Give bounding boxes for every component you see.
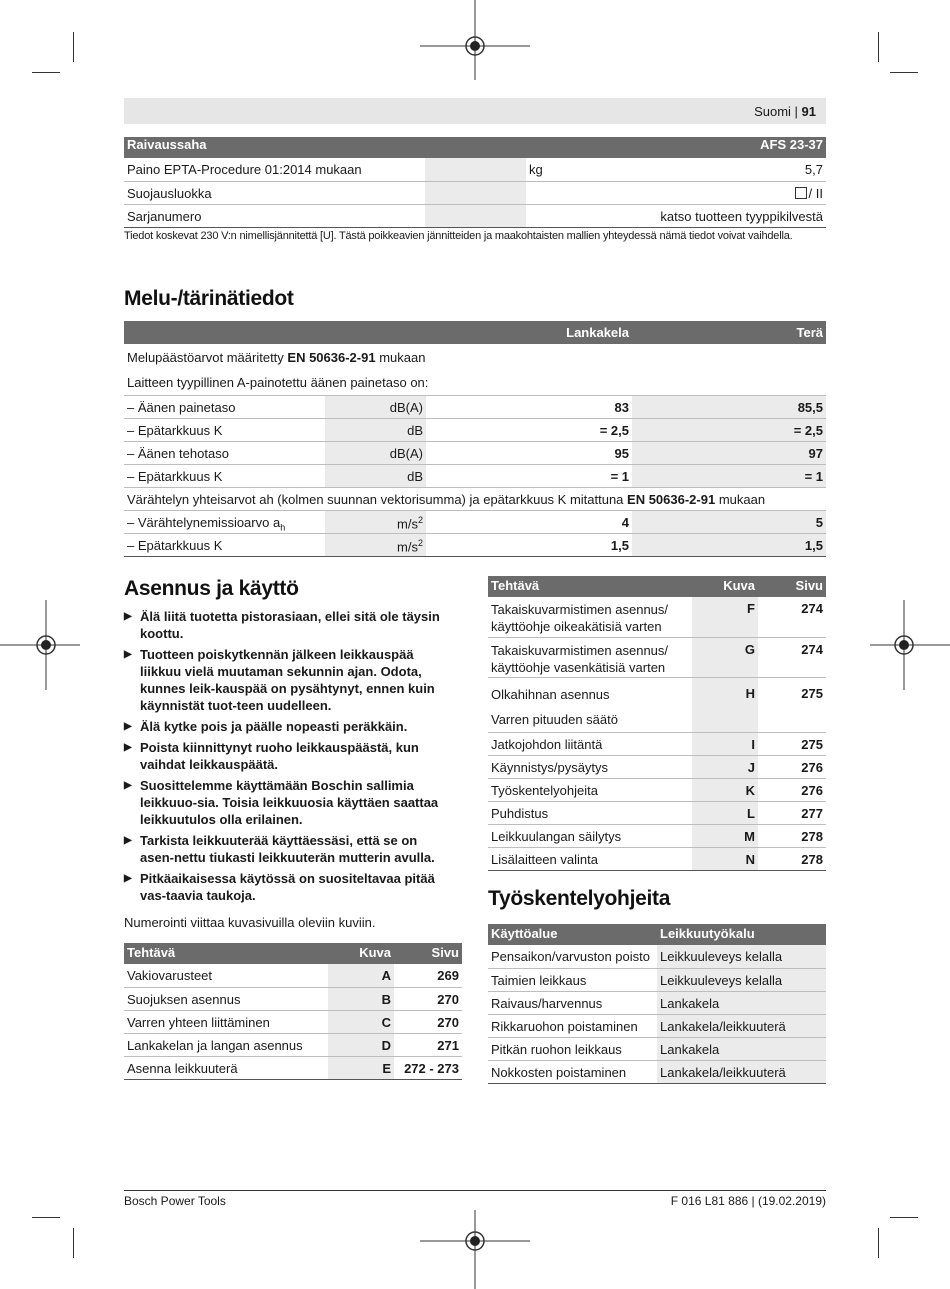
noise-heading: Melu-/tärinätiedot bbox=[124, 287, 294, 310]
task-name: Leikkuulangan säilytys bbox=[488, 824, 692, 847]
page-footer bbox=[124, 1190, 826, 1208]
vibration-value-tera: 5 bbox=[632, 510, 826, 533]
page-ref: 276 bbox=[758, 778, 826, 801]
spec-unit: kg bbox=[526, 158, 627, 181]
spec-value: katso tuotteen tyyppikilvestä bbox=[627, 204, 826, 227]
noise-typical: Laitteen tyypillinen A-painotettu äänen painetaso on: bbox=[124, 369, 826, 395]
task-name: Vakiovarusteet bbox=[124, 964, 328, 987]
registration-mark-icon bbox=[0, 600, 80, 690]
vibration-value-lankakela: 4 bbox=[426, 510, 632, 533]
vibration-unit-text: m/s bbox=[397, 538, 418, 554]
figure-ref: M bbox=[692, 824, 758, 847]
registration-mark-icon bbox=[870, 600, 950, 690]
crop-mark bbox=[32, 72, 60, 73]
crop-mark bbox=[32, 1217, 60, 1218]
spec-value-cell bbox=[627, 181, 826, 204]
safety-bullet: ▶ Älä kytke pois ja päälle nopeasti peräkkäin. bbox=[124, 718, 452, 735]
task-name: Varren yhteen liittäminen bbox=[124, 1010, 328, 1033]
work-tool: Lankakela bbox=[657, 1037, 826, 1060]
page-header bbox=[124, 98, 826, 124]
work-area: Raivaus/harvennus bbox=[488, 991, 657, 1014]
numbering-note: Numerointi viittaa kuvasivuilla oleviin kuviin. bbox=[124, 915, 376, 930]
page-ref: 270 bbox=[394, 987, 462, 1010]
task-name: Puhdistus bbox=[488, 801, 692, 824]
work-area: Pensaikon/varvuston poisto bbox=[488, 945, 657, 968]
col-figure: Kuva bbox=[692, 576, 758, 597]
col-area: Käyttöalue bbox=[488, 924, 657, 945]
col-figure: Kuva bbox=[328, 943, 394, 964]
noise-label: – Äänen tehotaso bbox=[124, 441, 325, 464]
vibration-intro-suffix: mukaan bbox=[715, 491, 766, 507]
task-name: Jatkojohdon liitäntä bbox=[488, 732, 692, 755]
work-area: Taimien leikkaus bbox=[488, 968, 657, 991]
noise-unit: dB(A) bbox=[325, 395, 426, 418]
spec-model: AFS 23-37 bbox=[627, 137, 826, 158]
noise-col-lankakela: Lankakela bbox=[426, 321, 632, 344]
task-name: Käynnistys/pysäytys bbox=[488, 755, 692, 778]
noise-value-tera: 85,5 bbox=[632, 395, 826, 418]
work-area: Nokkosten poistaminen bbox=[488, 1060, 657, 1083]
task-name bbox=[488, 677, 692, 732]
crop-mark bbox=[878, 1228, 879, 1258]
figure-ref: F bbox=[692, 597, 758, 637]
task-name bbox=[488, 637, 692, 677]
tasks-table bbox=[488, 576, 826, 871]
noise-table bbox=[124, 321, 826, 557]
col-page: Sivu bbox=[758, 576, 826, 597]
safety-bullet: ▶ Tuotteen poiskytkennän jälkeen leikkauspää liikkuu vielä muutaman sekunnin ajan. Odota, kunnes leik-kauspää on pysähtynyt, ennen kuin käynnistät tuot-teen uudelleen. bbox=[124, 646, 452, 714]
spec-value: / II bbox=[808, 185, 823, 201]
safety-bullet: ▶ Älä liitä tuotetta pistorasiaan, ellei sitä ole täysin koottu. bbox=[124, 608, 452, 642]
noise-standard: EN 50636-2-91 bbox=[287, 350, 376, 365]
task-name: Asenna leikkuuterä bbox=[124, 1056, 328, 1079]
task-name: Lisälaitteen valinta bbox=[488, 847, 692, 870]
page-ref: 275 bbox=[758, 732, 826, 755]
spec-title: Raivaussaha bbox=[124, 137, 425, 158]
spec-label: Suojausluokka bbox=[124, 181, 425, 204]
work-tool: Lankakela/leikkuuterä bbox=[657, 1060, 826, 1083]
vibration-intro-text: Värähtelyn yhteisarvot ah (kolmen suunnan vektorisumma) ja epätarkkuus K mitattuna bbox=[127, 491, 628, 507]
page-ref: 271 bbox=[394, 1033, 462, 1056]
vibration-label-text: – Värähtelynemissioarvo a bbox=[127, 514, 281, 530]
registration-mark-icon bbox=[420, 1210, 530, 1289]
page-ref: 275 bbox=[758, 677, 826, 732]
spec-value: 5,7 bbox=[627, 158, 826, 181]
page-ref: 269 bbox=[394, 964, 462, 987]
vibration-superscript: 2 bbox=[417, 537, 423, 548]
noise-label: – Epätarkkuus K bbox=[124, 464, 325, 487]
figure-ref: J bbox=[692, 755, 758, 778]
vibration-label bbox=[124, 510, 325, 533]
task-name: Työskentelyohjeita bbox=[488, 778, 692, 801]
crop-mark bbox=[878, 32, 879, 62]
noise-unit: dB bbox=[325, 464, 426, 487]
crop-mark bbox=[890, 1217, 918, 1218]
crop-mark bbox=[73, 1228, 74, 1258]
task-name: Lankakelan ja langan asennus bbox=[124, 1033, 328, 1056]
page-ref: 277 bbox=[758, 801, 826, 824]
page-ref: 274 bbox=[758, 637, 826, 677]
noise-value-tera: 97 bbox=[632, 441, 826, 464]
noise-value-tera: = 2,5 bbox=[632, 418, 826, 441]
noise-value-lankakela: = 1 bbox=[426, 464, 632, 487]
task-line: käyttöohje vasenkätisiä varten bbox=[491, 659, 666, 675]
work-area: Pitkän ruohon leikkaus bbox=[488, 1037, 657, 1060]
task-line: Varren pituuden säätö bbox=[491, 711, 618, 727]
noise-value-lankakela: 95 bbox=[426, 441, 632, 464]
spec-label: Sarjanumero bbox=[124, 204, 425, 227]
noise-value-lankakela: 83 bbox=[426, 395, 632, 418]
figure-ref: D bbox=[328, 1033, 394, 1056]
vibration-standard: EN 50636-2-91 bbox=[627, 491, 716, 507]
work-table bbox=[488, 924, 826, 1084]
col-task: Tehtävä bbox=[124, 943, 328, 964]
page-ref: 278 bbox=[758, 847, 826, 870]
vibration-unit-text: m/s bbox=[397, 515, 418, 531]
task-name bbox=[488, 597, 692, 637]
vibration-unit bbox=[325, 510, 426, 533]
figure-ref: L bbox=[692, 801, 758, 824]
spec-note: Tiedot koskevat 230 V:n nimellisjännitettä [U]. Tästä poikkeavien jännitteiden ja maakohtaisten mallien yhteydessä nämä tiedot voivat vaihdella. bbox=[124, 230, 793, 242]
col-tool: Leikkuutyökalu bbox=[657, 924, 826, 945]
work-tool: Leikkuuleveys kelalla bbox=[657, 968, 826, 991]
figure-ref: G bbox=[692, 637, 758, 677]
vibration-unit bbox=[325, 533, 426, 556]
assembly-table bbox=[124, 943, 462, 1080]
work-tool: Lankakela bbox=[657, 991, 826, 1014]
page-ref: 278 bbox=[758, 824, 826, 847]
task-line: Olkahihnan asennus bbox=[491, 686, 610, 702]
footer-publisher: Bosch Power Tools bbox=[124, 1194, 226, 1208]
safety-bullet: ▶ Tarkista leikkuuterää käyttäessäsi, että se on asen-nettu tiukasti leikkuuterän mutterin avulla. bbox=[124, 832, 452, 866]
vibration-intro bbox=[124, 487, 826, 510]
work-heading: Työskentelyohjeita bbox=[488, 887, 671, 910]
page-ref: 270 bbox=[394, 1010, 462, 1033]
figure-ref: A bbox=[328, 964, 394, 987]
noise-value-tera: = 1 bbox=[632, 464, 826, 487]
page-ref: 274 bbox=[758, 597, 826, 637]
noise-label: – Epätarkkuus K bbox=[124, 418, 325, 441]
vibration-subscript: h bbox=[280, 522, 286, 533]
page-ref: 276 bbox=[758, 755, 826, 778]
page-ref: 272 - 273 bbox=[394, 1056, 462, 1079]
col-page: Sivu bbox=[394, 943, 462, 964]
figure-ref: B bbox=[328, 987, 394, 1010]
noise-intro-suffix: mukaan bbox=[375, 350, 426, 365]
task-line: käyttöohje oikeakätisiä varten bbox=[491, 619, 662, 634]
noise-unit: dB bbox=[325, 418, 426, 441]
noise-intro bbox=[124, 344, 826, 369]
figure-ref: N bbox=[692, 847, 758, 870]
vibration-value-tera: 1,5 bbox=[632, 533, 826, 556]
task-line: Takaiskuvarmistimen asennus/ bbox=[491, 602, 669, 617]
noise-col-tera: Terä bbox=[632, 321, 826, 344]
work-tool: Leikkuuleveys kelalla bbox=[657, 945, 826, 968]
protection-class-icon bbox=[795, 187, 807, 199]
assembly-heading: Asennus ja käyttö bbox=[124, 577, 299, 600]
figure-ref: K bbox=[692, 778, 758, 801]
noise-unit: dB(A) bbox=[325, 441, 426, 464]
vibration-value-lankakela: 1,5 bbox=[426, 533, 632, 556]
noise-label: – Äänen painetaso bbox=[124, 395, 325, 418]
crop-mark bbox=[890, 72, 918, 73]
language-label: Suomi bbox=[754, 104, 791, 119]
work-tool: Lankakela/leikkuuterä bbox=[657, 1014, 826, 1037]
task-name: Suojuksen asennus bbox=[124, 987, 328, 1010]
noise-intro-text: Melupäästöarvot määritetty bbox=[127, 350, 288, 365]
task-line: Takaiskuvarmistimen asennus/ bbox=[491, 642, 669, 658]
work-area: Rikkaruohon poistaminen bbox=[488, 1014, 657, 1037]
page-num: 91 bbox=[801, 104, 816, 119]
safety-bullet: ▶ Suosittelemme käyttämään Boschin sallimia leikkuuo-sia. Toisia leikkuuosia käyttäen saattaa leikkuutulos olla erilainen. bbox=[124, 777, 452, 828]
figure-ref: I bbox=[692, 732, 758, 755]
safety-bullet: ▶ Poista kiinnittynyt ruoho leikkauspäästä, kun vaihdat leikkauspäätä. bbox=[124, 739, 452, 773]
figure-ref: C bbox=[328, 1010, 394, 1033]
footer-docref: F 016 L81 886 | (19.02.2019) bbox=[670, 1194, 826, 1208]
registration-mark-icon bbox=[420, 0, 530, 80]
crop-mark bbox=[73, 32, 74, 62]
figure-ref: H bbox=[692, 677, 758, 732]
vibration-label: – Epätarkkuus K bbox=[124, 533, 325, 556]
spec-label: Paino EPTA-Procedure 01:2014 mukaan bbox=[124, 158, 425, 181]
safety-bullet: ▶ Pitkäaikaisessa käytössä on suositeltavaa pitää vas-taavia taukoja. bbox=[124, 870, 452, 904]
safety-bullet-list bbox=[124, 608, 452, 908]
noise-value-lankakela: = 2,5 bbox=[426, 418, 632, 441]
col-task: Tehtävä bbox=[488, 576, 692, 597]
figure-ref: E bbox=[328, 1056, 394, 1079]
page-number: Suomi | 91 bbox=[754, 104, 816, 119]
spec-table bbox=[124, 137, 826, 228]
vibration-superscript: 2 bbox=[417, 514, 423, 525]
